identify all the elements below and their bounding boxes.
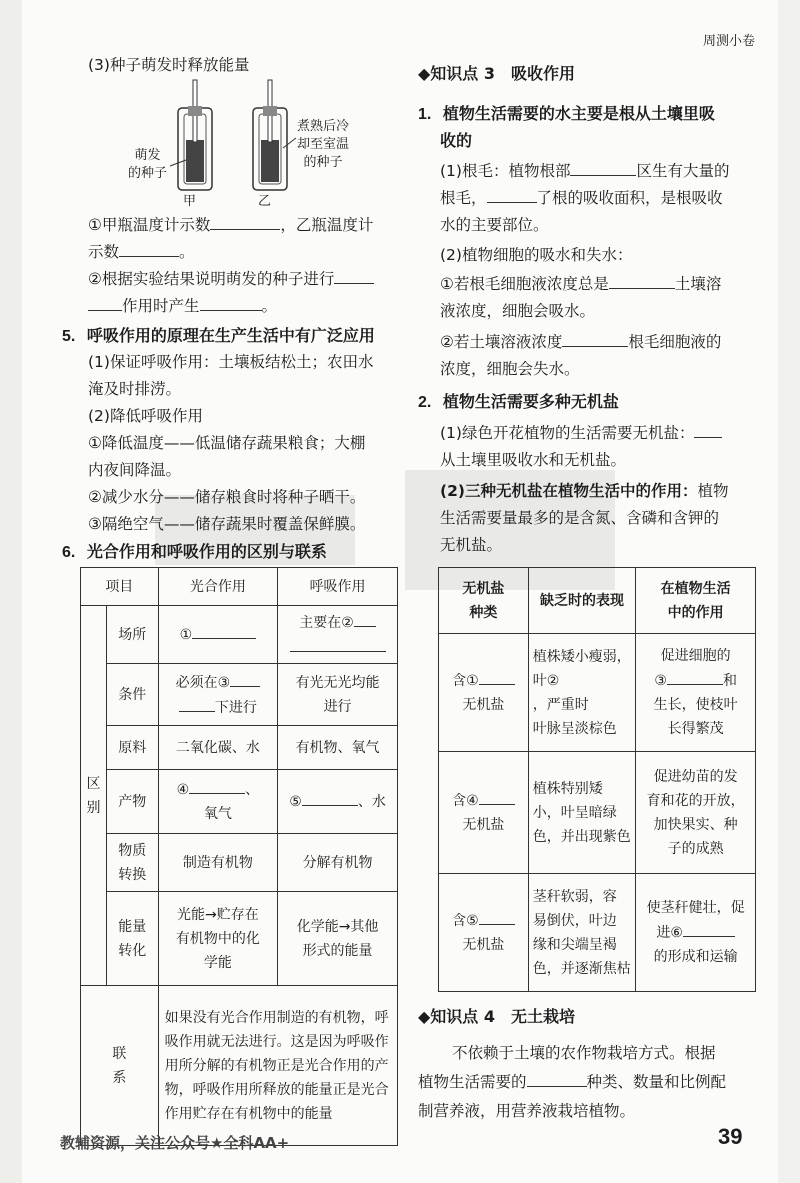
r2-p3-text: (2)三种无机盐在植物生活中的作用： bbox=[440, 482, 698, 500]
cell bbox=[278, 770, 398, 834]
row-label: 场所 bbox=[106, 606, 158, 664]
cell: 化学能→其他 形式的能量 bbox=[278, 892, 398, 986]
header-title: 周测小卷 bbox=[703, 34, 756, 49]
r1-p5 bbox=[440, 271, 721, 298]
r1-p7-text: ②若土壤溶液浓度 bbox=[440, 333, 563, 351]
figure-caption-a: 甲 bbox=[183, 194, 197, 209]
answer-blank[interactable] bbox=[119, 239, 179, 257]
cell bbox=[636, 634, 756, 752]
q3-line1-text: ①甲瓶温度计示数 bbox=[88, 216, 211, 234]
cell-text: 、 bbox=[245, 782, 260, 798]
r1-p2-text-b: 了根的吸收面积，是根吸收 bbox=[536, 189, 723, 207]
page-number: 39 bbox=[718, 1124, 743, 1149]
q3-line4-end: 。 bbox=[261, 297, 278, 315]
cell-text: 含④ bbox=[452, 793, 479, 809]
q3-line2 bbox=[88, 239, 195, 266]
cell: 植株矮小瘦弱，叶② ，严重时 叶脉呈淡棕色 bbox=[528, 634, 636, 752]
figure-caption-b: 乙 bbox=[258, 194, 272, 209]
item5-p1b: 淹及时排涝。 bbox=[88, 380, 182, 398]
cell-text: 无机盐 bbox=[462, 817, 505, 833]
row-label: 原料 bbox=[106, 726, 158, 770]
r1-p4: (2)植物细胞的吸水和失水： bbox=[440, 246, 633, 264]
cell bbox=[439, 752, 529, 874]
r1-p7 bbox=[440, 329, 721, 356]
table-row bbox=[81, 606, 398, 664]
cell-text: 进⑥ bbox=[656, 925, 683, 941]
r2-p4: 生活需要量最多的是含氮、含磷和含钾的 bbox=[440, 509, 720, 527]
r1-p1-text: (1)根毛：植物根部 bbox=[440, 162, 571, 180]
cell bbox=[158, 664, 278, 726]
item5-number: 5. bbox=[62, 328, 76, 345]
answer-blank[interactable] bbox=[667, 668, 723, 685]
r1-p7-text-b: 根毛细胞液的 bbox=[628, 333, 722, 351]
q3-line3 bbox=[88, 266, 374, 293]
link-label: 联 系 bbox=[81, 986, 159, 1146]
cell bbox=[158, 770, 278, 834]
item5-p2: (2)降低呼吸作用 bbox=[88, 407, 203, 425]
r2-p5: 无机盐。 bbox=[440, 536, 503, 554]
r2-number: 2. bbox=[418, 394, 432, 411]
row-label: 条件 bbox=[106, 664, 158, 726]
answer-blank[interactable] bbox=[354, 610, 376, 627]
k3-title: ◆知识点 3 吸收作用 bbox=[418, 64, 576, 83]
cell-text: 下进行 bbox=[214, 699, 257, 716]
cell-text: 生长，使枝叶 长得繁茂 bbox=[653, 697, 738, 737]
answer-blank[interactable] bbox=[192, 622, 256, 639]
r1-p2 bbox=[440, 185, 723, 212]
group-difference: 区 别 bbox=[81, 606, 107, 986]
r1-number: 1. bbox=[418, 106, 432, 123]
r1-p1-text-b: 区生有大量的 bbox=[636, 162, 730, 180]
cell: 分解有机物 bbox=[278, 834, 398, 892]
r1-p5-text-b: 土壤溶 bbox=[674, 275, 722, 293]
cell-text: ⑤ bbox=[289, 794, 302, 810]
r2-p2: 从土壤里吸收水和无机盐。 bbox=[440, 451, 627, 469]
r1-p3: 水的主要部位。 bbox=[440, 216, 549, 234]
cell-text: ③ bbox=[654, 673, 667, 689]
cell-text: 主要在② bbox=[299, 614, 354, 631]
figure-label-boiled: 煮熟后冷 却至室温 的种子 bbox=[297, 119, 350, 170]
k4-p2-text: 植物生活需要的 bbox=[418, 1073, 527, 1091]
cell-text: 使茎秆健壮，促 bbox=[646, 900, 745, 916]
q3-line4 bbox=[88, 293, 277, 320]
row-label: 能量 转化 bbox=[106, 892, 158, 986]
cell: 有机物、氧气 bbox=[278, 726, 398, 770]
item5-title: 呼吸作用的原理在生产生活中有广泛应用 bbox=[86, 326, 375, 345]
cell-text: 必须在③ bbox=[175, 674, 231, 691]
answer-blank[interactable] bbox=[88, 293, 122, 311]
page-right-edge bbox=[778, 0, 800, 1183]
answer-blank[interactable] bbox=[562, 329, 628, 347]
q3-line2-end: 。 bbox=[179, 243, 195, 261]
answer-blank[interactable] bbox=[479, 788, 515, 805]
r1-title-b: 收的 bbox=[440, 131, 473, 150]
mineral-salt-table bbox=[438, 567, 756, 992]
cell-text: 无机盐 bbox=[462, 937, 505, 953]
cell: 光能→贮存在 有机物中的化 学能 bbox=[158, 892, 278, 986]
cell bbox=[158, 606, 278, 664]
q3-line1 bbox=[88, 212, 373, 239]
r1-title: 植物生活需要的水主要是根从土壤里吸 bbox=[442, 104, 715, 123]
header-item: 项目 bbox=[81, 568, 159, 606]
answer-blank[interactable] bbox=[210, 212, 280, 230]
header-salt-type: 无机盐 种类 bbox=[439, 568, 529, 634]
row-label: 物质 转换 bbox=[106, 834, 158, 892]
q3-title: (3)种子萌发时释放能量 bbox=[88, 56, 250, 74]
table-row bbox=[439, 634, 756, 752]
item5-p4: ②减少水分——储存粮食时将种子晒干。 bbox=[88, 488, 366, 506]
cell: 茎秆软弱，容 易倒伏，叶边 缘和尖端呈褐 色，并逐渐焦枯 bbox=[528, 874, 636, 992]
answer-blank[interactable] bbox=[527, 1069, 587, 1087]
header-deficiency: 缺乏时的表现 bbox=[528, 568, 636, 634]
cell-text: ④ bbox=[176, 782, 190, 798]
comparison-table bbox=[80, 567, 398, 1146]
cell: 二氧化碳、水 bbox=[158, 726, 278, 770]
q3-line3-text: ②根据实验结果说明萌发的种子进行 bbox=[88, 270, 335, 288]
answer-blank[interactable] bbox=[290, 635, 386, 652]
table-row bbox=[81, 892, 398, 986]
r2-p1-text: (1)绿色开花植物的生活需要无机盐： bbox=[440, 424, 695, 442]
cell: 促进幼苗的发 育和花的开放， 加快果实、种 子的成熟 bbox=[636, 752, 756, 874]
item5-p3b: 内夜间降温。 bbox=[88, 461, 182, 479]
cell bbox=[439, 874, 529, 992]
item6-title: 光合作用和呼吸作用的区别与联系 bbox=[86, 542, 327, 561]
table-row bbox=[439, 752, 756, 874]
cell-text: 无机盐 bbox=[462, 697, 505, 713]
table-header-row bbox=[81, 568, 398, 606]
table-row bbox=[81, 770, 398, 834]
r2-title: 植物生活需要多种无机盐 bbox=[442, 392, 619, 411]
k4-p3: 制营养液，用营养液栽培植物。 bbox=[418, 1102, 636, 1120]
cell bbox=[636, 874, 756, 992]
cell-text: 含① bbox=[452, 673, 479, 689]
answer-blank[interactable] bbox=[570, 158, 636, 176]
q3-line2-text: 示数 bbox=[88, 243, 120, 261]
cell-text: ① bbox=[179, 627, 193, 643]
link-text: 如果没有光合作用制造的有机物，呼吸作用就无法进行。这是因为呼吸作用所分解的有机物正是光合作用的产物，呼吸作用所释放的能量正是光合作用贮存在有机物中的能量 bbox=[158, 986, 397, 1146]
answer-blank[interactable] bbox=[479, 668, 515, 685]
item6-heading bbox=[62, 538, 327, 566]
header-photosynthesis: 光合作用 bbox=[158, 568, 278, 606]
item6-number: 6. bbox=[62, 544, 76, 561]
answer-blank[interactable] bbox=[230, 670, 260, 687]
table-row bbox=[81, 664, 398, 726]
k4-p2 bbox=[418, 1069, 726, 1096]
footer-note: 教辅资源，关注公众号★全科AA+ bbox=[60, 1134, 290, 1152]
r1-p8: 浓度，细胞会失水。 bbox=[440, 360, 580, 378]
table-header-row bbox=[439, 568, 756, 634]
header-role: 在植物生活 中的作用 bbox=[636, 568, 756, 634]
q3-line1-text-b: ，乙瓶温度计 bbox=[280, 216, 374, 234]
answer-blank[interactable] bbox=[179, 695, 215, 712]
r1-p5-text: ①若根毛细胞液浓度总是 bbox=[440, 275, 609, 293]
r1-p2-text: 根毛， bbox=[440, 189, 487, 207]
k4-p1: 不依赖于土壤的农作物栽培方式。根据 bbox=[452, 1044, 716, 1062]
r1-heading bbox=[418, 100, 715, 128]
answer-blank[interactable] bbox=[694, 420, 722, 438]
cell-text: 的形成和运输 bbox=[653, 949, 738, 965]
r2-p1 bbox=[440, 420, 722, 447]
answer-blank[interactable] bbox=[200, 293, 262, 311]
item5-p3a: ①降低温度——低温储存蔬果粮食；大棚 bbox=[88, 434, 366, 452]
r2-p3-text-b: 植物 bbox=[697, 482, 729, 500]
answer-blank[interactable] bbox=[683, 920, 735, 937]
answer-blank[interactable] bbox=[334, 266, 374, 284]
cell bbox=[278, 606, 398, 664]
cell: 有光无光均能 进行 bbox=[278, 664, 398, 726]
table-row-link bbox=[81, 986, 398, 1146]
figure-label-germinating: 萌发 的种子 bbox=[128, 148, 168, 181]
cell bbox=[439, 634, 529, 752]
header-respiration: 呼吸作用 bbox=[278, 568, 398, 606]
row-label: 产物 bbox=[106, 770, 158, 834]
item5-heading bbox=[62, 322, 375, 350]
answer-blank[interactable] bbox=[609, 271, 675, 289]
r1-p6: 液浓度，细胞会吸水。 bbox=[440, 302, 596, 320]
table-row bbox=[81, 834, 398, 892]
r1-p1 bbox=[440, 158, 729, 185]
cell-text: 含⑤ bbox=[452, 913, 479, 929]
cell-text: 、水 bbox=[357, 794, 386, 810]
table-row bbox=[439, 874, 756, 992]
cell: 植株特别矮 小，叶呈暗绿 色，并出现紫色 bbox=[528, 752, 636, 874]
answer-blank[interactable] bbox=[487, 185, 537, 203]
table-row bbox=[81, 726, 398, 770]
k4-p2-text-b: 种类、数量和比例配 bbox=[586, 1073, 727, 1091]
item5-p5: ③隔绝空气——储存蔬果时覆盖保鲜膜。 bbox=[88, 515, 366, 533]
r2-p3 bbox=[440, 478, 728, 505]
item5-p1a: (1)保证呼吸作用：土壤板结松土；农田水 bbox=[88, 353, 374, 371]
r2-heading bbox=[418, 388, 619, 416]
answer-blank[interactable] bbox=[302, 789, 358, 806]
cell-text: 促进细胞的 bbox=[660, 648, 731, 664]
page-left-edge bbox=[0, 0, 22, 1183]
cell-text: 氧气 bbox=[203, 806, 232, 822]
cell: 制造有机物 bbox=[158, 834, 278, 892]
answer-blank[interactable] bbox=[189, 777, 245, 794]
answer-blank[interactable] bbox=[479, 908, 515, 925]
cell-text: 和 bbox=[722, 673, 737, 689]
k4-title: ◆知识点 4 无土栽培 bbox=[418, 1007, 576, 1026]
q3-line4-text: 作用时产生 bbox=[122, 297, 200, 315]
